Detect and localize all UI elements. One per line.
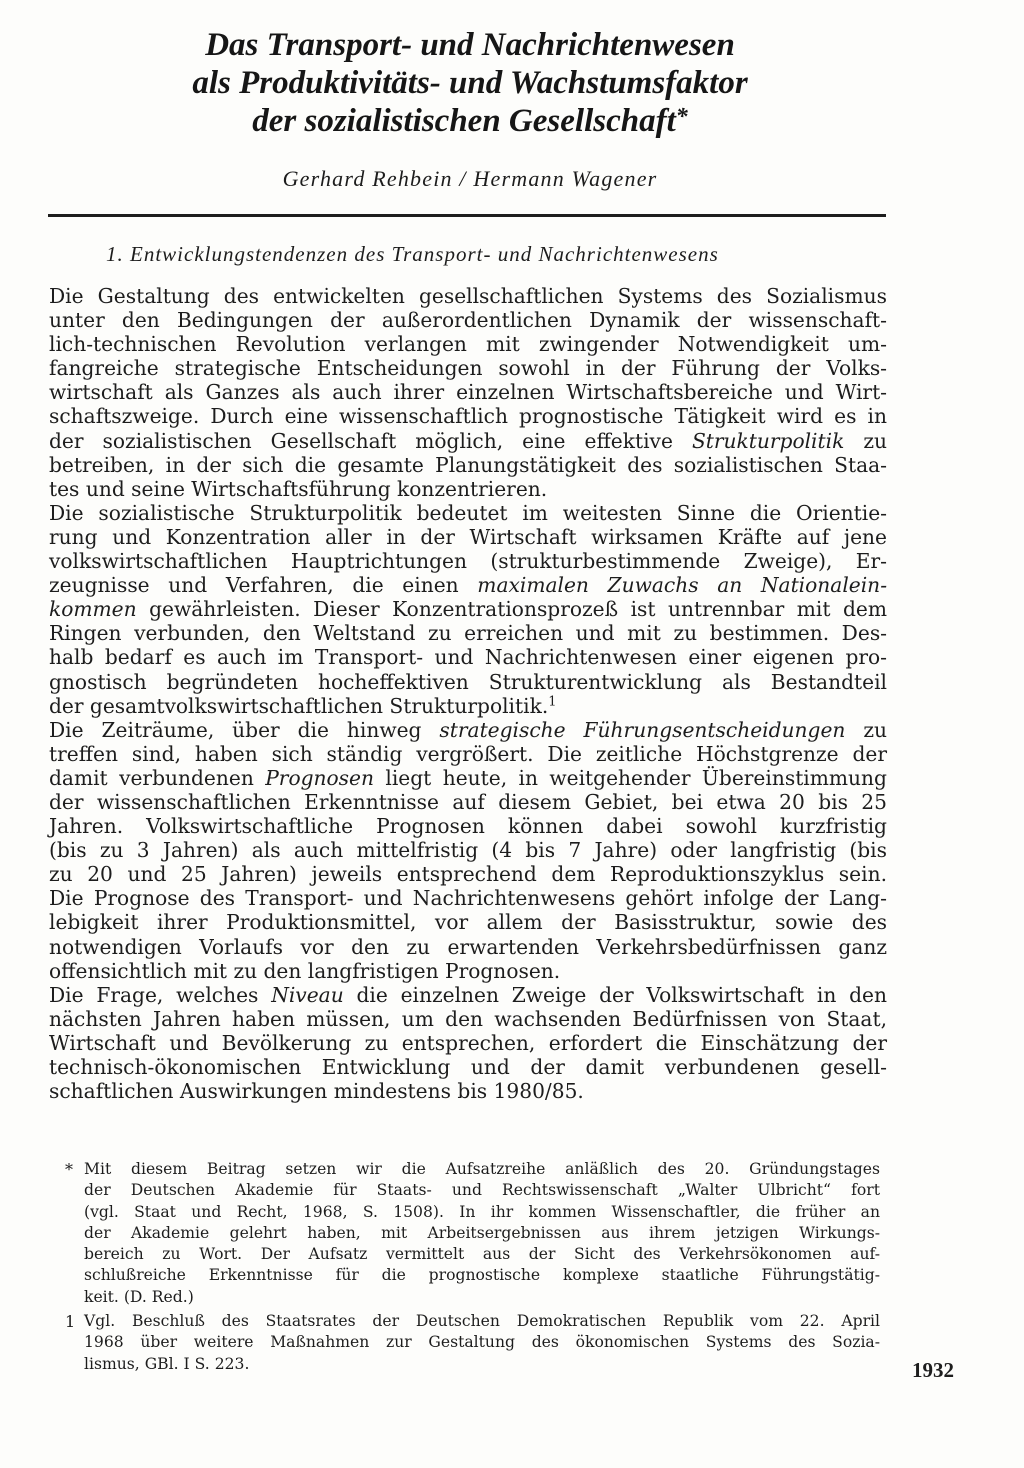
body-text-run: rung und Konzentration aller in der Wirtschaft wirksamen Kräfte auf jene [49, 524, 887, 549]
body-text-run: technisch-ökonomischen Entwicklung und der damit verbundenen gesell- [49, 1055, 887, 1079]
body-text-run: der wissenschaftlichen Erkenntnisse auf diesem Gebiet, bei etwa 20 bis 25 [49, 789, 887, 814]
body-line [49, 862, 887, 886]
body-text-run: treffen sind, haben sich ständig vergrößert. Die zeitliche Höchstgrenze der [49, 741, 887, 766]
emphasis-text: strategische Führungsentscheidungen [439, 717, 846, 742]
body-line [49, 501, 887, 525]
body-line [49, 597, 887, 621]
body-text-run: Die Prognose des Transport- und Nachrichtenwesens gehört infolge der Lang- [49, 886, 887, 911]
body-line [49, 886, 887, 910]
body-line [49, 549, 887, 573]
title-line: Das Transport- und Nachrichtenwesen [205, 27, 735, 63]
body-line [49, 935, 887, 959]
body-text-run: nächsten Jahren haben müssen, um den wachsenden Bedürfnissen von Staat, [49, 1006, 887, 1031]
body-text-run: fangreiche strategische Entscheidungen sowohl in der Führung der Volks- [49, 356, 887, 381]
footnote-line: keit. (D. Red.) [84, 1287, 194, 1306]
footnote-mark: * [65, 1160, 73, 1179]
body-text-run: schaftlichen Auswirkungen mindestens bis 1980/85. [49, 1079, 584, 1104]
body-line [49, 1007, 887, 1031]
body-text-run: Die Gestaltung des entwickelten gesellschaftlichen Systems des Sozialismus [49, 284, 887, 308]
body-text-run: volkswirtschaftlichen Hauptrichtungen (strukturbestimmende Zweige), Er- [49, 549, 887, 574]
body-line [49, 983, 887, 1007]
body-text-run: zu 20 und 25 Jahren) jeweils entsprechend dem Reproduktionszyklus sein. [49, 862, 887, 887]
body-line [49, 573, 887, 597]
article-title [100, 26, 840, 140]
body-text-run: offensichtlich mit zu den langfristigen Prognosen. [49, 958, 561, 983]
body-text-run: zu [844, 428, 887, 453]
emphasis-text: Niveau [271, 982, 344, 1007]
body-line [49, 694, 887, 718]
emphasis-text: kommen [49, 597, 137, 622]
body-line [49, 838, 887, 862]
footnote [65, 1159, 880, 1308]
footnote-reference[interactable]: 1 [548, 693, 557, 709]
body-text-run: lebigkeit ihrer Produktionsmittel, vor allem der Basisstruktur, sowie des [49, 910, 887, 935]
section-heading: 1. Entwicklungstendenzen des Transport- und Nachrichtenwesens [106, 242, 719, 266]
footnote-lines [84, 1311, 880, 1375]
body-text-run: Wirtschaft und Bevölkerung zu entsprechen, erfordert die Einschätzung der [49, 1030, 887, 1055]
title-footnote-mark[interactable]: * [675, 104, 688, 130]
body-text-run: Die Zeiträume, über die hinweg [49, 717, 440, 742]
body-text-run: (bis zu 3 Jahren) als auch mittelfristig (4 bis 7 Jahre) oder langfristig (bis [49, 838, 887, 863]
body-text-run: unter den Bedingungen der außerordentlichen Dynamik der wissenschaft- [49, 308, 887, 333]
body-line [49, 453, 887, 477]
body-text-run: der gesamtvolkswirtschaftlichen Strukturpolitik. [49, 693, 549, 718]
body-line [49, 621, 887, 645]
footnote-line: schlußreiche Erkenntnisse für die prognostische komplexe staatliche Führungstätig- [84, 1266, 880, 1285]
body-text-run: wirtschaft als Ganzes als auch ihrer einzelnen Wirtschaftsbereiche und Wirt- [49, 380, 887, 405]
footnote-line: Mit diesem Beitrag setzen wir die Aufsatzreihe anläßlich des 20. Gründungstages [84, 1160, 880, 1178]
body-line [49, 1079, 887, 1103]
body-line [49, 766, 887, 790]
body-text-run: notwendigen Vorlaufs vor den zu erwartenden Verkehrsbedürfnissen ganz [49, 934, 887, 959]
body-line [49, 814, 887, 838]
body-text [49, 284, 887, 1103]
body-text-run: Ringen verbunden, den Weltstand zu erreichen und mit zu bestimmen. Des- [49, 621, 887, 646]
body-text-run: Jahren. Volkswirtschaftliche Prognosen können dabei sowohl kurzfristig [49, 814, 887, 839]
emphasis-text: maximalen Zuwachs an Nationalein- [477, 573, 888, 598]
body-line [49, 356, 887, 380]
body-line [49, 1055, 887, 1079]
body-line [49, 429, 887, 453]
body-text-run: Die Frage, welches [49, 982, 272, 1007]
body-line [49, 332, 887, 356]
body-text-run: Die sozialistische Strukturpolitik bedeutet im weitesten Sinne die Orientie- [49, 500, 887, 525]
body-line [49, 308, 887, 332]
title-divider [48, 214, 886, 217]
body-line [49, 525, 887, 549]
body-text-run: der sozialistischen Gesellschaft möglich, eine effektive [49, 428, 692, 453]
footnote-line: bereich zu Wort. Der Aufsatz vermittelt aus der Sicht des Verkehrsökonomen auf- [84, 1245, 880, 1264]
body-text-run: die einzelnen Zweige der Volkswirtschaft in den [343, 982, 887, 1007]
body-line [49, 959, 887, 983]
footnote-line: (vgl. Staat und Recht, 1968, S. 1508). In ihr kommen Wissenschaftler, die früher an [84, 1202, 880, 1221]
footnotes [65, 1159, 880, 1375]
body-line [49, 1031, 887, 1055]
body-text-run: betreiben, in der sich die gesamte Planungstätigkeit des sozialistischen Staa- [49, 452, 887, 477]
body-line [49, 477, 887, 501]
body-line [49, 645, 887, 669]
body-text-run: gnostisch begründeten hocheffektiven Strukturentwicklung als Bestandteil [49, 669, 887, 694]
body-text-run: liegt heute, in weitgehender Übereinstimmung [374, 765, 887, 790]
footnote-mark: 1 [65, 1312, 76, 1332]
title-line [100, 102, 840, 140]
emphasis-text: Prognosen [265, 765, 374, 790]
body-line [49, 284, 887, 308]
body-text-run: zu [845, 717, 887, 742]
body-line [49, 670, 887, 694]
footnote [65, 1311, 880, 1375]
title-line-text: der sozialistischen Gesellschaft [252, 103, 676, 139]
footnote-line: Vgl. Beschluß des Staatsrates der Deutschen Demokratischen Republik vom 22. April [84, 1312, 880, 1331]
body-line [49, 380, 887, 404]
body-text-run: zeugnisse und Verfahren, die einen [49, 573, 478, 598]
body-text-run: halb bedarf es auch im Transport- und Nachrichtenwesen einer eigenen pro- [49, 645, 887, 670]
body-line [49, 742, 887, 766]
body-text-run: schaftszweige. Durch eine wissenschaftlich prognostische Tätigkeit wird es in [49, 404, 887, 429]
emphasis-text: Strukturpolitik [691, 428, 845, 453]
footnote-line: 1968 über weitere Maßnahmen zur Gestaltung des ökonomischen Systems des Sozia- [84, 1333, 880, 1352]
footnote-line: der Deutschen Akademie für Staats- und Rechtswissenschaft „Walter Ulbricht“ fort [84, 1181, 880, 1200]
body-text-run: tes und seine Wirtschaftsführung konzentrieren. [49, 476, 548, 501]
footnote-lines [84, 1159, 880, 1308]
body-line [49, 790, 887, 814]
title-line: als Produktivitäts- und Wachstumsfaktor [192, 65, 748, 101]
footnote-line: der Akademie gelehrt haben, mit Arbeitsergebnissen aus ihrem jetzigen Wirkungs- [84, 1223, 880, 1242]
body-text-run: lich-technischen Revolution verlangen mit zwingender Notwendigkeit um- [49, 332, 887, 357]
body-line [49, 910, 887, 934]
footnote-line: lismus, GBl. I S. 223. [84, 1354, 250, 1373]
article-authors: Gerhard Rehbein / Hermann Wagener [282, 166, 658, 191]
body-line [49, 404, 887, 428]
body-text-run: gewährleisten. Dieser Konzentrationsprozeß ist untrennbar mit dem [136, 597, 887, 622]
body-line [49, 718, 887, 742]
page-number: 1932 [912, 1358, 954, 1382]
body-text-run: damit verbundenen [49, 765, 266, 790]
